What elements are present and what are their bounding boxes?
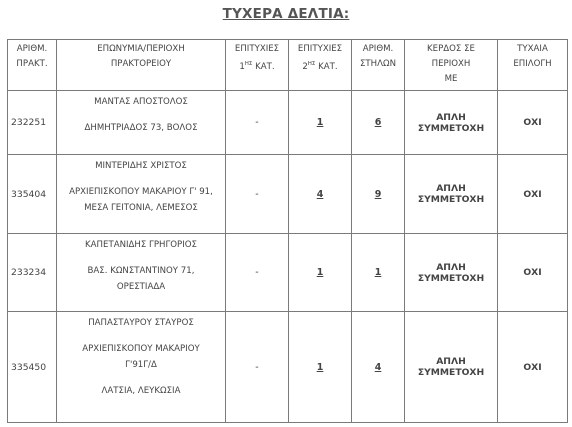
table-row xyxy=(8,312,568,423)
agency-code: 233234 xyxy=(8,233,57,311)
header-random-choice: ΤΥΧΑΙΑ ΕΠΙΛΟΓΗ xyxy=(498,40,568,91)
columns-count-cell xyxy=(352,312,405,423)
second-category-wins-cell xyxy=(289,155,352,233)
header-agency-name-area: ΕΠΩΝΥΜΙΑ/ΠΕΡΙΟΧΗ ΠΡΑΚΤΟΡΕΙΟΥ xyxy=(57,40,226,91)
agency-name: ΚΑΠΕΤΑΝΙΔΗΣ ΓΡΗΓΟΡΙΟΣ xyxy=(85,239,197,250)
second-category-wins-cell xyxy=(289,91,352,155)
first-category-wins: - xyxy=(226,312,289,423)
agency-code: 335404 xyxy=(8,155,57,233)
second-category-wins-cell xyxy=(289,312,352,423)
first-category-wins: - xyxy=(226,155,289,233)
gain-area: ΑΠΛΗ ΣΥΜΜΕΤΟΧΗ xyxy=(405,91,498,155)
agency-name: ΜΙΝΤΕΡΙΔΗΣ ΧΡΙΣΤΟΣ xyxy=(95,161,187,172)
table-header-row xyxy=(8,40,568,91)
gain-area: ΑΠΛΗ ΣΥΜΜΕΤΟΧΗ xyxy=(405,312,498,423)
columns-count-link[interactable]: 9 xyxy=(374,188,382,200)
second-category-wins-link[interactable]: 1 xyxy=(316,117,324,129)
gain-area: ΑΠΛΗ ΣΥΜΜΕΤΟΧΗ xyxy=(405,233,498,311)
header-columns-count: ΑΡΙΘΜ. ΣΤΗΛΩΝ xyxy=(352,40,405,91)
second-category-wins-link[interactable]: 4 xyxy=(316,188,324,200)
second-category-wins-cell xyxy=(289,233,352,311)
second-category-wins-link[interactable]: 1 xyxy=(316,267,324,279)
columns-count-link[interactable]: 6 xyxy=(374,117,382,129)
random-choice: ΟΧΙ xyxy=(498,155,568,233)
columns-count-cell xyxy=(352,91,405,155)
columns-count-cell xyxy=(352,233,405,311)
header-agency-number: ΑΡΙΘΜ. ΠΡΑΚΤ. xyxy=(8,40,57,91)
gain-area: ΑΠΛΗ ΣΥΜΜΕΤΟΧΗ xyxy=(405,155,498,233)
random-choice: ΟΧΙ xyxy=(498,312,568,423)
agency-address: ΑΡΧΙΕΠΙΣΚΟΠΟΥ ΜΑΚΑΡΙΟΥ Γ'91Γ/Δ xyxy=(82,344,200,371)
random-choice: ΟΧΙ xyxy=(498,233,568,311)
table-row xyxy=(8,233,568,311)
agency-area: ΛΑΤΣΙΑ, ΛΕΥΚΩΣΙΑ xyxy=(101,386,181,397)
agency-code: 232251 xyxy=(8,91,57,155)
columns-count-link[interactable]: 4 xyxy=(374,361,382,373)
table-row xyxy=(8,155,568,233)
header-gain-area: ΚΕΡΔΟΣ ΣΕ ΠΕΡΙΟΧΗ ΜΕ xyxy=(405,40,498,91)
random-choice: ΟΧΙ xyxy=(498,91,568,155)
agency-address: ΑΡΧΙΕΠΙΣΚΟΠΟΥ ΜΑΚΑΡΙΟΥ Γ' 91, ΜΕΣΑ ΓΕΙΤΟΝΙΑ, ΛΕΜΕΣΟΣ xyxy=(69,187,213,214)
agency-name: ΠΑΠΑΣΤΑΥΡΟΥ ΣΤΑΥΡΟΣ xyxy=(88,318,194,329)
agency-name-cell xyxy=(57,155,226,233)
winning-tickets-table xyxy=(7,39,568,423)
page-title: ΤΥΧΕΡΑ ΔΕΛΤΙΑ: xyxy=(222,6,350,22)
first-category-wins: - xyxy=(226,91,289,155)
table-row xyxy=(8,91,568,155)
agency-address: ΒΑΣ. ΚΩΝΣΤΑΝΤΙΝΟΥ 71, ΟΡΕΣΤΙΑΔΑ xyxy=(87,265,195,292)
header-first-category-wins: ΕΠΙΤΥΧΙΕΣ $1^{H\Sigma}$ ΚΑΤ. xyxy=(226,40,289,91)
columns-count-link[interactable]: 1 xyxy=(374,267,382,279)
agency-code: 335450 xyxy=(8,312,57,423)
columns-count-cell xyxy=(352,155,405,233)
header-second-category-wins: ΕΠΙΤΥΧΙΕΣ $2^{H\Sigma}$ ΚΑΤ. xyxy=(289,40,352,91)
agency-name-cell xyxy=(57,91,226,155)
agency-name: ΜΑΝΤΑΣ ΑΠΟΣΤΟΛΟΣ xyxy=(94,97,188,107)
second-category-wins-link[interactable]: 1 xyxy=(316,361,324,373)
agency-name-cell xyxy=(57,233,226,311)
agency-name-cell xyxy=(57,312,226,423)
agency-address: ΔΗΜΗΤΡΙΑΔΟΣ 73, ΒΟΛΟΣ xyxy=(84,123,198,133)
first-category-wins: - xyxy=(226,233,289,311)
